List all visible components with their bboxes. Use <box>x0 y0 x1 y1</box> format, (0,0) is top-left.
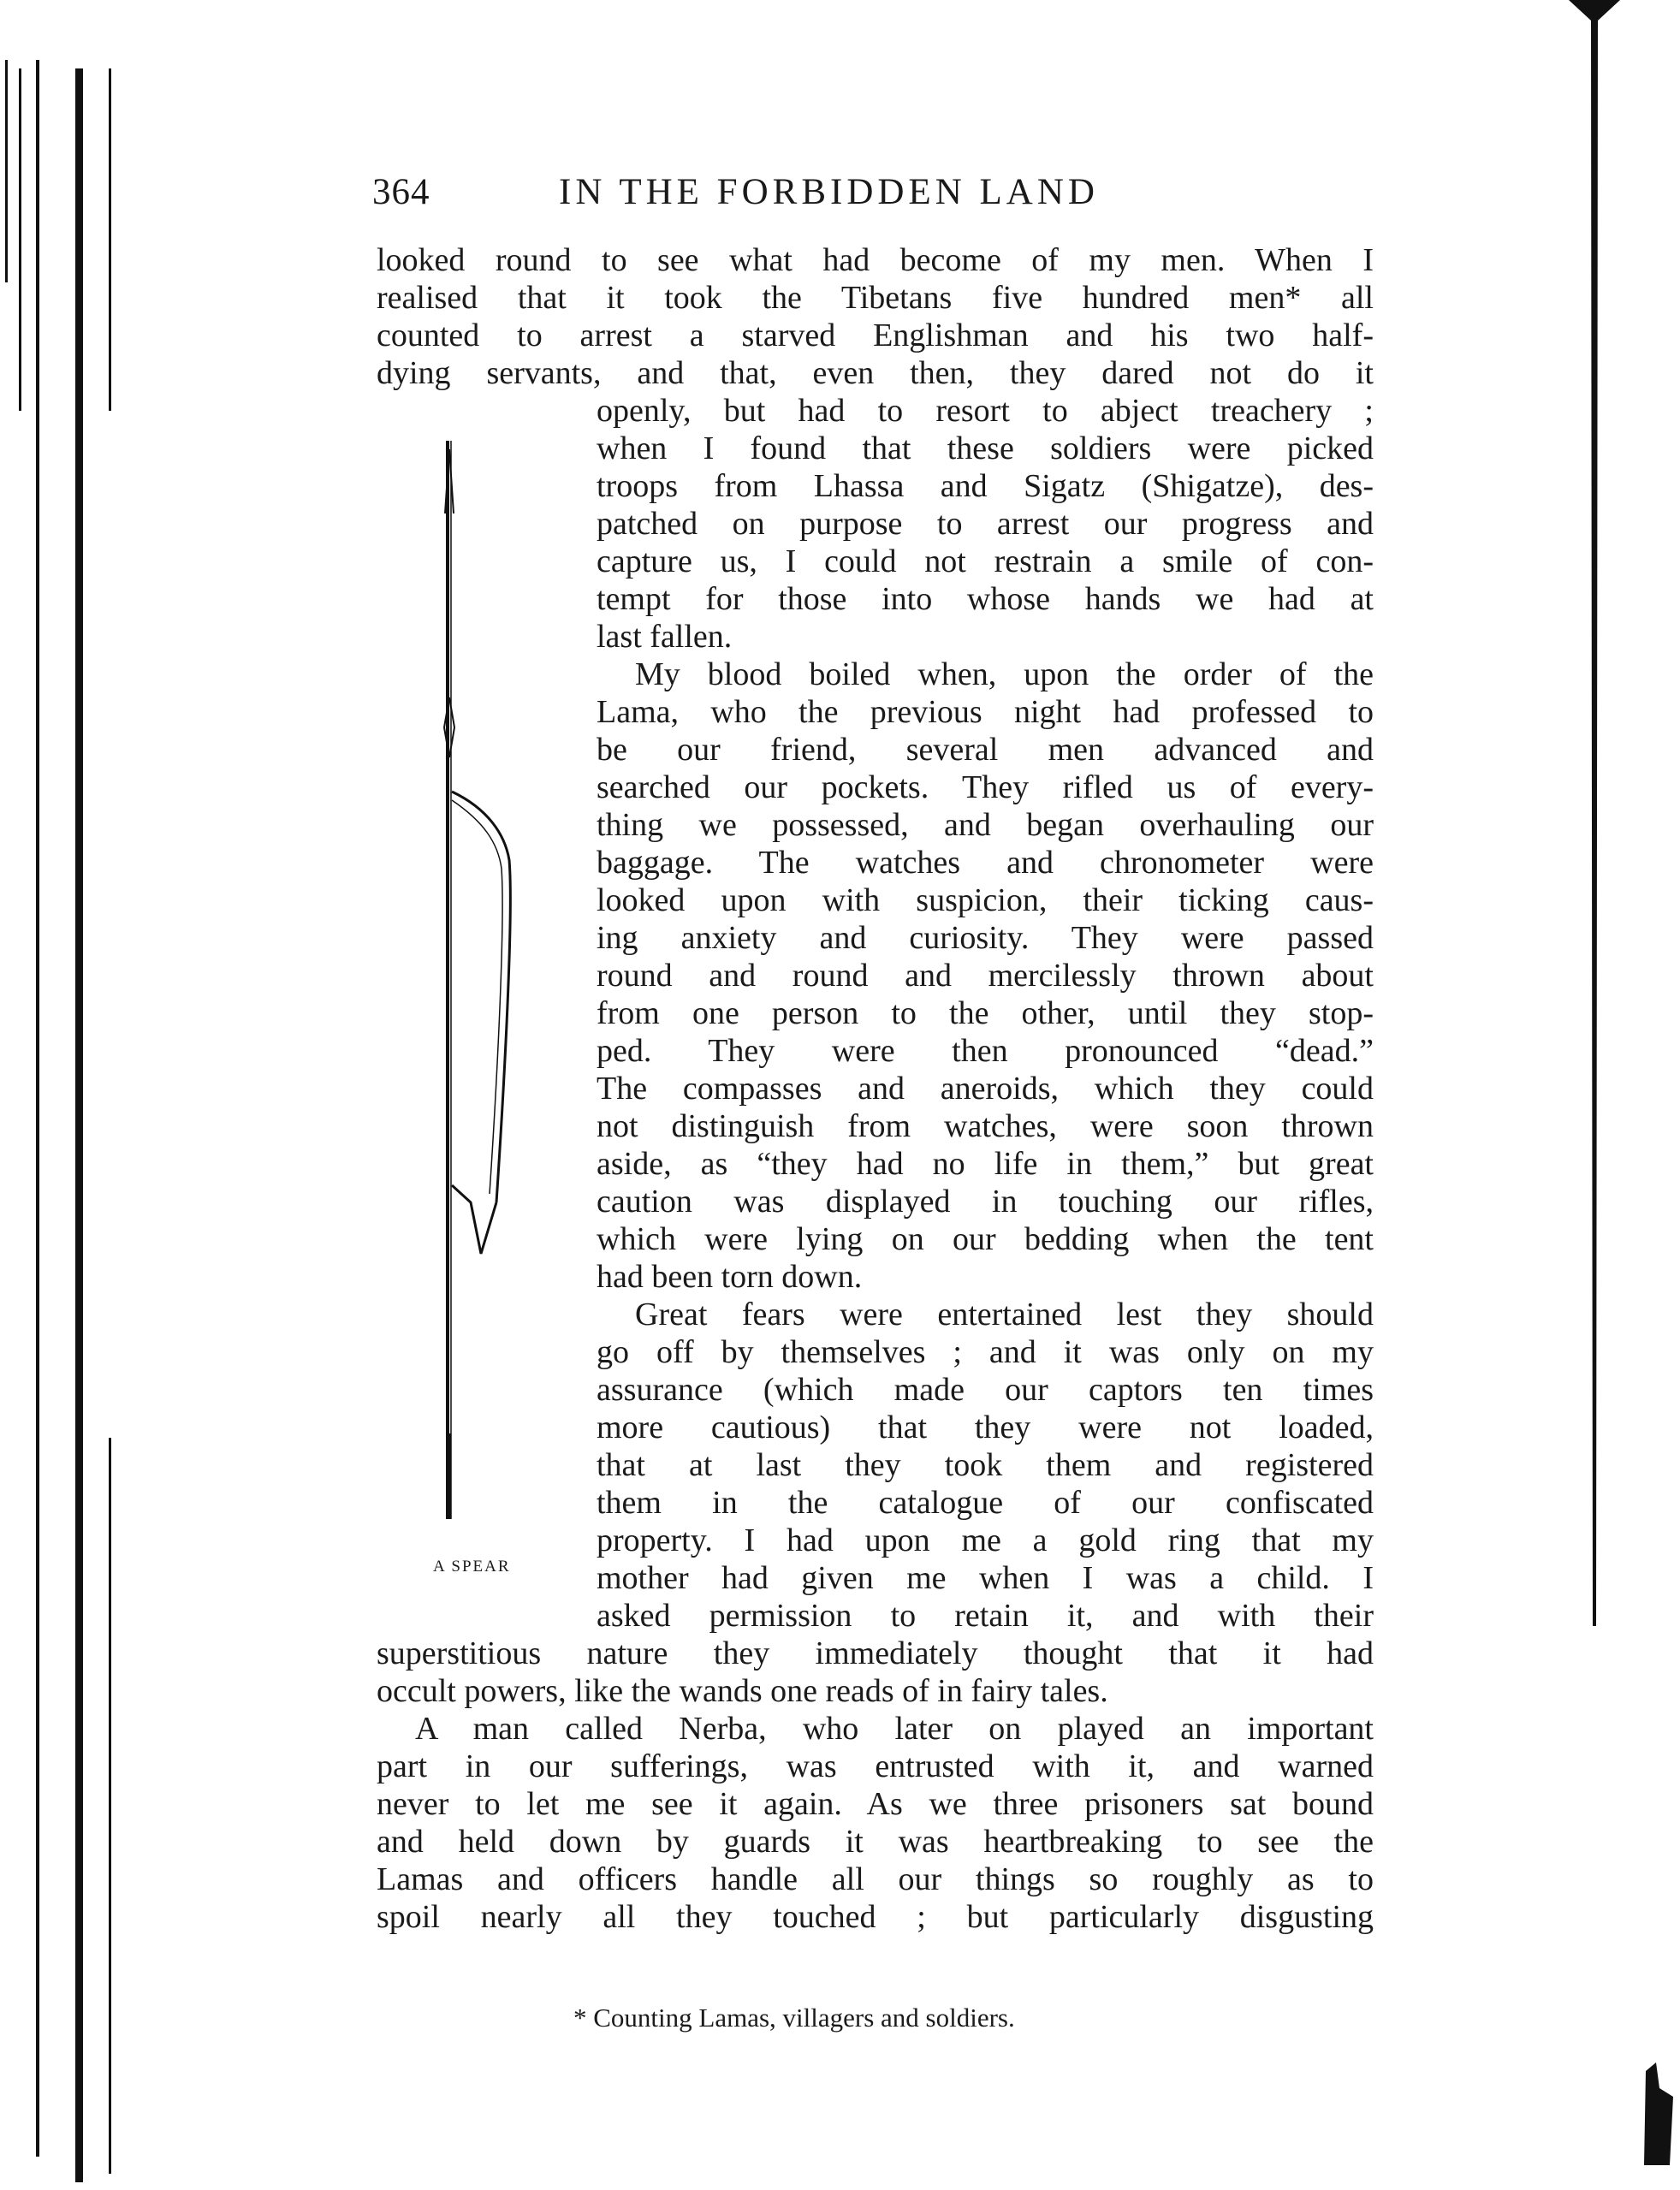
text-line: troops from Lhassa and Sigatz (Shigatze), des- <box>597 468 1374 504</box>
text-line: had been torn down. <box>597 1259 863 1295</box>
scan-edge-line <box>19 68 21 411</box>
text-line: baggage. The watches and chronometer were <box>597 845 1374 881</box>
text-line: counted to arrest a starved Englishman and his two half- <box>377 318 1374 353</box>
text-line: realised that it took the Tibetans five hundred men* all <box>377 280 1374 316</box>
text-line: My blood boiled when, upon the order of the <box>635 656 1374 692</box>
text-line: last fallen. <box>597 619 733 655</box>
text-line: patched on purpose to arrest our progress and <box>597 506 1374 542</box>
text-line: when I found that these soldiers were picked <box>597 430 1374 466</box>
scan-edge-line <box>5 60 8 282</box>
text-line: looked round to see what had become of my men. When I <box>377 242 1374 278</box>
text-line: from one person to the other, until they stop- <box>597 995 1374 1031</box>
text-line: ing anxiety and curiosity. They were passed <box>597 920 1374 956</box>
text-line: go off by themselves ; and it was only on my <box>597 1334 1374 1370</box>
text-line: mother had given me when I was a child. I <box>597 1560 1374 1596</box>
text-line: round and round and mercilessly thrown about <box>597 958 1374 994</box>
text-line: that at last they took them and registered <box>597 1447 1374 1483</box>
text-line: tempt for those into whose hands we had at <box>597 581 1374 617</box>
page-header <box>372 171 1374 223</box>
text-line: Lama, who the previous night had professed to <box>597 694 1374 730</box>
text-line: ped. They were then pronounced “dead.” <box>597 1033 1374 1069</box>
text-line: superstitious nature they immediately thought that it had <box>377 1635 1374 1671</box>
text-line: be our friend, several men advanced and <box>597 732 1374 768</box>
text-line: A man called Nerba, who later on played an important <box>415 1711 1374 1747</box>
text-line: never to let me see it again. As we three prisoners sat bound <box>377 1786 1374 1822</box>
footnote: * Counting Lamas, villagers and soldiers. <box>573 2003 1015 2033</box>
text-line: and held down by guards it was heartbreaking to see the <box>377 1824 1374 1860</box>
text-line: more cautious) that they were not loaded, <box>597 1410 1374 1445</box>
scan-edge-line <box>36 60 39 2157</box>
text-line: part in our sufferings, was entrusted with it, and warned <box>377 1748 1374 1784</box>
scan-edge-line <box>75 68 83 2182</box>
text-line: occult powers, like the wands one reads of in fairy tales. <box>377 1673 1108 1709</box>
spear-illustration <box>419 432 539 1545</box>
text-line: caution was displayed in touching our rifles, <box>597 1184 1374 1220</box>
text-line: dying servants, and that, even then, they dared not do it <box>377 355 1374 391</box>
text-line: The compasses and aneroids, which they could <box>597 1071 1374 1107</box>
text-line: assurance (which made our captors ten times <box>597 1372 1374 1408</box>
page-number: 364 <box>372 172 430 212</box>
text-line: looked upon with suspicion, their ticking caus- <box>597 882 1374 918</box>
text-line: Lamas and officers handle all our things so roughly as to <box>377 1861 1374 1897</box>
text-line: spoil nearly all they touched ; but particularly disgusting <box>377 1899 1374 1935</box>
text-line: which were lying on our bedding when the tent <box>597 1221 1374 1257</box>
text-line: them in the catalogue of our confiscated <box>597 1485 1374 1521</box>
illustration-caption: A SPEAR <box>433 1558 511 1576</box>
text-line: asked permission to retain it, and with their <box>597 1598 1374 1634</box>
scan-edge-spike <box>1569 0 1620 1626</box>
text-line: thing we possessed, and began overhauling our <box>597 807 1374 843</box>
running-title: IN THE FORBIDDEN LAND <box>559 172 1099 212</box>
text-line: aside, as “they had no life in them,” but great <box>597 1146 1374 1182</box>
scan-blot <box>1642 2062 1673 2165</box>
text-line: searched our pockets. They rifled us of every- <box>597 769 1374 805</box>
text-line: Great fears were entertained lest they should <box>635 1297 1374 1332</box>
text-line: openly, but had to resort to abject treachery ; <box>597 393 1374 429</box>
text-line: property. I had upon me a gold ring that my <box>597 1522 1374 1558</box>
scan-edge-line <box>109 1438 111 2174</box>
scan-edge-line <box>109 68 111 411</box>
text-line: capture us, I could not restrain a smile of con- <box>597 543 1374 579</box>
text-line: not distinguish from watches, were soon thrown <box>597 1108 1374 1144</box>
